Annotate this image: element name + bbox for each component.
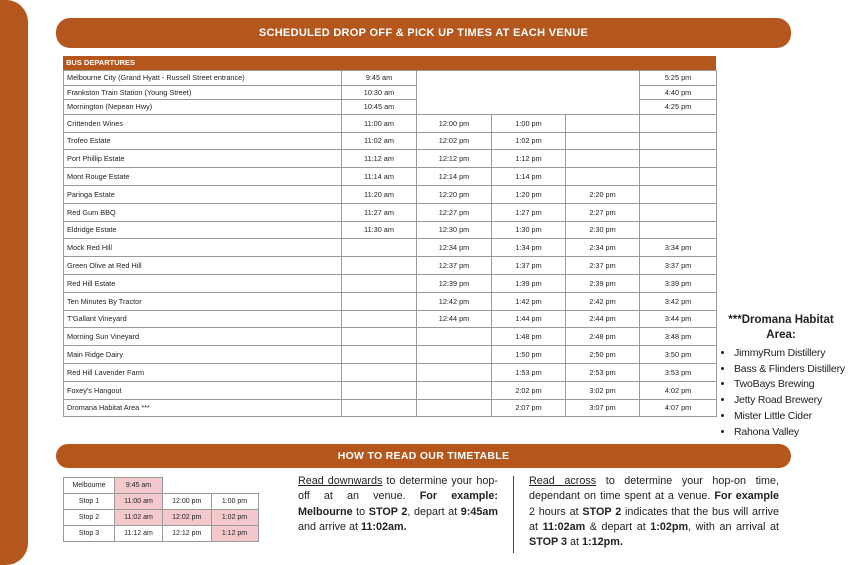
timetable-row [64, 274, 717, 292]
time-cell: 12:27 pm [417, 203, 492, 221]
schedule-banner: SCHEDULED DROP OFF & PICK UP TIMES AT EACH VENUE [56, 18, 791, 48]
time-cell [566, 114, 640, 132]
venue-name: Port Phillip Estate [64, 150, 342, 168]
time-cell [342, 363, 417, 381]
time-cell: 11:02 am [342, 132, 417, 150]
venue-name: Melbourne City (Grand Hyatt - Russell Street entrance) [64, 71, 342, 86]
time-cell: 3:37 pm [640, 257, 717, 275]
timetable-row [64, 168, 717, 186]
time-cell [640, 132, 717, 150]
venue-name: Red Gum BBQ [64, 203, 342, 221]
time-cell: 2:30 pm [566, 221, 640, 239]
time-cell: 1:37 pm [492, 257, 566, 275]
time-cell: 2:20 pm [566, 185, 640, 203]
timetable-row [64, 132, 717, 150]
example-label: Stop 3 [64, 526, 115, 542]
dromana-list [716, 346, 846, 440]
timetable-row [64, 239, 717, 257]
time-cell: 1:39 pm [492, 274, 566, 292]
time-cell [566, 168, 640, 186]
depart-time: 9:45 am [342, 71, 417, 86]
example-cell: 9:45 am [115, 478, 163, 494]
example-row [64, 478, 259, 494]
time-cell: 4:07 pm [640, 399, 717, 417]
time-cell: 1:02 pm [492, 132, 566, 150]
time-cell: 1:00 pm [492, 114, 566, 132]
time-cell [342, 310, 417, 328]
time-cell [640, 203, 717, 221]
venue-name: Crittenden Wines [64, 114, 342, 132]
venue-name: Eldridge Estate [64, 221, 342, 239]
time-cell: 1:42 pm [492, 292, 566, 310]
time-cell: 11:27 am [342, 203, 417, 221]
time-cell [342, 257, 417, 275]
timetable-table [63, 70, 717, 417]
venue-name: Morning Sun Vineyard [64, 328, 342, 346]
return-time: 4:25 pm [640, 100, 717, 115]
time-cell: 1:20 pm [492, 185, 566, 203]
dromana-title: ***Dromana Habitat Area: [728, 314, 834, 341]
time-cell [342, 274, 417, 292]
dromana-item: • Rahona Valley [734, 425, 846, 441]
timetable-row [64, 150, 717, 168]
time-cell: 12:14 pm [417, 168, 492, 186]
example-cell: 12:02 pm [163, 510, 212, 526]
time-cell: 1:48 pm [492, 328, 566, 346]
time-cell [640, 114, 717, 132]
time-cell: 1:53 pm [492, 363, 566, 381]
time-cell [342, 399, 417, 417]
venue-name: Mock Red Hill [64, 239, 342, 257]
time-cell [417, 399, 492, 417]
dromana-item: • Bass & Flinders Distillery [734, 362, 846, 378]
time-cell: 11:12 am [342, 150, 417, 168]
time-cell: 2:39 pm [566, 274, 640, 292]
venue-name: Ten Minutes By Tractor [64, 292, 342, 310]
timetable-row [64, 257, 717, 275]
time-cell [417, 381, 492, 399]
example-cell: 12:12 pm [163, 526, 212, 542]
time-cell: 11:30 am [342, 221, 417, 239]
time-cell: 2:50 pm [566, 346, 640, 364]
time-cell: 2:27 pm [566, 203, 640, 221]
time-cell: 1:12 pm [492, 150, 566, 168]
venue-name: Dromana Habitat Area *** [64, 399, 342, 417]
example-label: Stop 2 [64, 510, 115, 526]
time-cell: 1:44 pm [492, 310, 566, 328]
blank-cell [417, 71, 640, 115]
time-cell: 12:42 pm [417, 292, 492, 310]
timetable-header: BUS DEPARTURES [63, 56, 716, 70]
side-accent-bar [0, 0, 28, 565]
venue-name: Green Olive at Red Hill [64, 257, 342, 275]
venue-name: Foxey's Hangout [64, 381, 342, 399]
divider [513, 476, 514, 553]
time-cell: 3:44 pm [640, 310, 717, 328]
return-time: 4:40 pm [640, 85, 717, 100]
time-cell [566, 132, 640, 150]
venue-name: Mornington (Nepean Hwy) [64, 100, 342, 115]
time-cell: 12:02 pm [417, 132, 492, 150]
dromana-item: • JimmyRum Distillery [734, 346, 846, 362]
example-cell: 11:12 am [115, 526, 163, 542]
time-cell [417, 328, 492, 346]
example-cell: 12:00 pm [163, 494, 212, 510]
time-cell: 12:30 pm [417, 221, 492, 239]
time-cell [342, 328, 417, 346]
time-cell: 2:37 pm [566, 257, 640, 275]
time-cell: 2:48 pm [566, 328, 640, 346]
example-row [64, 494, 259, 510]
time-cell: 3:39 pm [640, 274, 717, 292]
dromana-item: • Jetty Road Brewery [734, 393, 846, 409]
time-cell: 12:37 pm [417, 257, 492, 275]
venue-name: Red Hill Estate [64, 274, 342, 292]
time-cell: 1:34 pm [492, 239, 566, 257]
dromana-item: • Mister Little Cider [734, 409, 846, 425]
time-cell [640, 168, 717, 186]
time-cell: 2:42 pm [566, 292, 640, 310]
timetable-row [64, 310, 717, 328]
timetable-row [64, 114, 717, 132]
timetable-row [64, 185, 717, 203]
time-cell: 2:02 pm [492, 381, 566, 399]
time-cell [342, 381, 417, 399]
timetable-row [64, 71, 717, 86]
timetable-row [64, 221, 717, 239]
venue-name: Mont Rouge Estate [64, 168, 342, 186]
example-row [64, 526, 259, 542]
time-cell [417, 346, 492, 364]
return-time: 5:25 pm [640, 71, 717, 86]
example-cell: 1:12 pm [211, 526, 258, 542]
time-cell: 3:02 pm [566, 381, 640, 399]
time-cell: 3:48 pm [640, 328, 717, 346]
depart-time: 10:30 am [342, 85, 417, 100]
how-to-read-banner: HOW TO READ OUR TIMETABLE [56, 444, 791, 468]
timetable-row [64, 399, 717, 417]
time-cell [640, 185, 717, 203]
depart-time: 10:45 am [342, 100, 417, 115]
time-cell: 3:42 pm [640, 292, 717, 310]
time-cell: 12:39 pm [417, 274, 492, 292]
time-cell: 1:30 pm [492, 221, 566, 239]
time-cell: 2:53 pm [566, 363, 640, 381]
time-cell: 1:14 pm [492, 168, 566, 186]
time-cell [342, 239, 417, 257]
example-label: Melbourne [64, 478, 115, 494]
time-cell: 11:14 am [342, 168, 417, 186]
timetable-row [64, 381, 717, 399]
read-across-explanation: Read across to determine your hop-on time, dependant on time spent at a venue. For example 2 hours at STOP 2 indicates that the bus will arrive at 11:02am & depart at 1:02pm, with an arrival at STOP 3 at 1:12pm. [529, 475, 780, 549]
time-cell: 12:12 pm [417, 150, 492, 168]
time-cell: 3:07 pm [566, 399, 640, 417]
time-cell: 11:20 am [342, 185, 417, 203]
venue-name: Main Ridge Dairy [64, 346, 342, 364]
timetable-row [64, 292, 717, 310]
example-label: Stop 1 [64, 494, 115, 510]
example-row [64, 510, 259, 526]
time-cell [640, 221, 717, 239]
time-cell [640, 150, 717, 168]
time-cell [342, 346, 417, 364]
time-cell: 3:53 pm [640, 363, 717, 381]
dromana-item: • TwoBays Brewing [734, 377, 846, 393]
timetable [63, 56, 716, 417]
venue-name: Red Hill Lavender Farm [64, 363, 342, 381]
timetable-row [64, 328, 717, 346]
time-cell [566, 150, 640, 168]
example-cell: 11:02 am [115, 510, 163, 526]
time-cell: 1:50 pm [492, 346, 566, 364]
example-cell: 1:00 pm [211, 494, 258, 510]
timetable-row [64, 346, 717, 364]
read-downwards-explanation: Read downwards to determine your hop-off at an venue. For example: Melbourne to STOP 2, depart at 9:45am and arrive at 11:02am. [298, 475, 498, 533]
time-cell: 3:50 pm [640, 346, 717, 364]
time-cell: 12:00 pm [417, 114, 492, 132]
example-cell: 1:02 pm [211, 510, 258, 526]
example-cell: 11:00 am [115, 494, 163, 510]
venue-name: T'Gallant Vineyard [64, 310, 342, 328]
time-cell: 3:34 pm [640, 239, 717, 257]
example-timetable [63, 477, 259, 542]
time-cell: 1:27 pm [492, 203, 566, 221]
time-cell [417, 363, 492, 381]
time-cell: 12:34 pm [417, 239, 492, 257]
time-cell: 2:44 pm [566, 310, 640, 328]
time-cell [342, 292, 417, 310]
time-cell: 4:02 pm [640, 381, 717, 399]
venue-name: Paringa Estate [64, 185, 342, 203]
timetable-row [64, 363, 717, 381]
time-cell: 12:44 pm [417, 310, 492, 328]
time-cell: 2:34 pm [566, 239, 640, 257]
venue-name: Trofeo Estate [64, 132, 342, 150]
timetable-row [64, 203, 717, 221]
time-cell: 12:20 pm [417, 185, 492, 203]
time-cell: 2:07 pm [492, 399, 566, 417]
venue-name: Frankston Train Station (Young Street) [64, 85, 342, 100]
time-cell: 11:00 am [342, 114, 417, 132]
dromana-habitat-panel [716, 313, 846, 440]
